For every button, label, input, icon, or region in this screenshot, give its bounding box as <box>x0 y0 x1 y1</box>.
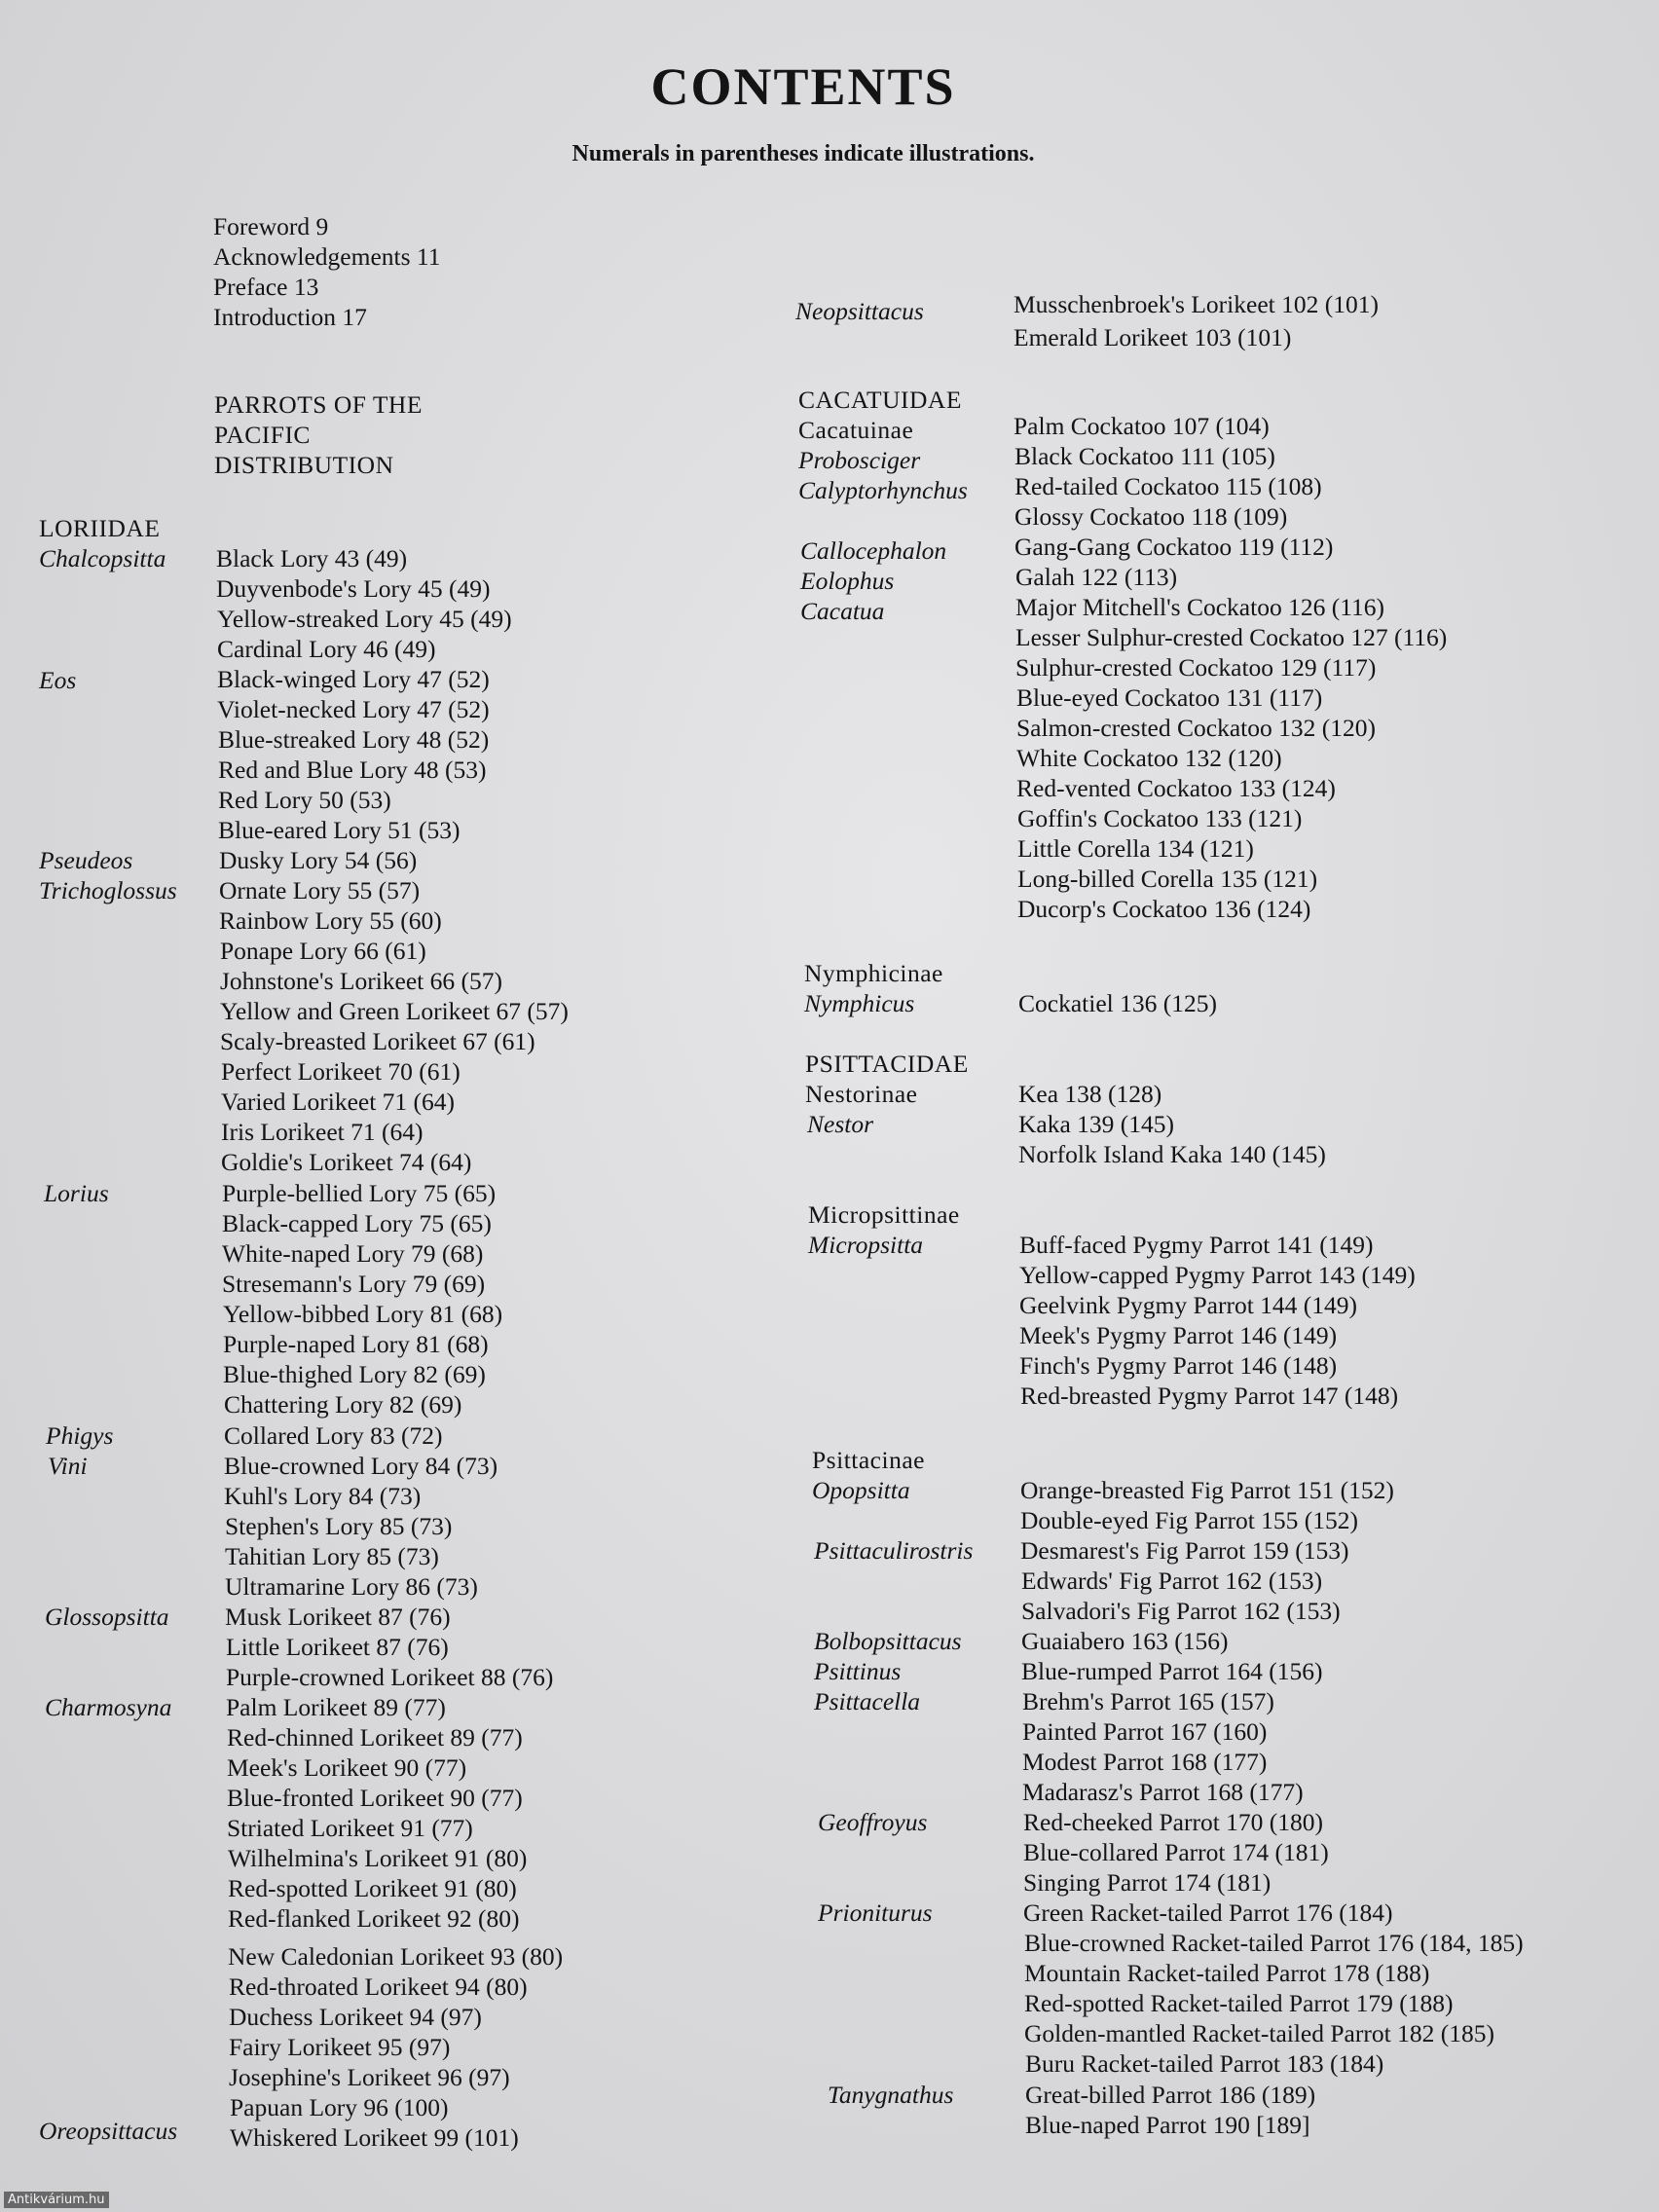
toc-entry: Ponape Lory 66 (61) <box>220 937 426 965</box>
toc-entry: Little Lorikeet 87 (76) <box>226 1633 449 1661</box>
genus-label: Callocephalon <box>800 536 947 565</box>
genus-label: Eolophus <box>800 567 895 595</box>
toc-entry: Ducorp's Cockatoo 136 (124) <box>1017 895 1311 923</box>
toc-entry: Little Corella 134 (121) <box>1017 834 1254 863</box>
toc-entry: Blue-eared Lory 51 (53) <box>218 816 461 844</box>
toc-entry: Red-spotted Lorikeet 91 (80) <box>228 1874 517 1902</box>
genus-label: Pseudeos <box>39 846 133 874</box>
toc-entry: Stephen's Lory 85 (73) <box>225 1512 453 1540</box>
toc-entry: Duyvenbode's Lory 45 (49) <box>216 574 491 603</box>
toc-entry: Orange-breasted Fig Parrot 151 (152) <box>1020 1476 1394 1504</box>
toc-entry: Duchess Lorikeet 94 (97) <box>229 2003 482 2031</box>
toc-entry: Green Racket-tailed Parrot 176 (184) <box>1023 1899 1393 1927</box>
genus-label: Opopsitta <box>812 1476 910 1504</box>
toc-entry: Collared Lory 83 (72) <box>224 1421 443 1450</box>
toc-entry: Singing Parrot 174 (181) <box>1023 1868 1272 1897</box>
genus-label: Psittacella <box>814 1687 921 1715</box>
toc-entry: Sulphur-crested Cockatoo 129 (117) <box>1015 653 1377 682</box>
toc-entry: Red-throated Lorikeet 94 (80) <box>229 1972 528 2001</box>
section-heading-line: PARROTS OF THE <box>214 390 423 419</box>
genus-label: Bolbopsittacus <box>814 1627 962 1655</box>
toc-entry: Edwards' Fig Parrot 162 (153) <box>1021 1567 1323 1595</box>
toc-entry: Cockatiel 136 (125) <box>1018 989 1217 1017</box>
toc-entry: Yellow-bibbed Lory 81 (68) <box>223 1300 503 1328</box>
genus-label: Micropsitta <box>808 1231 924 1259</box>
toc-entry: Kaka 139 (145) <box>1018 1110 1175 1138</box>
genus-label: Oreopsittacus <box>39 2117 178 2145</box>
toc-entry: Golden-mantled Racket-tailed Parrot 182 (185) <box>1024 2019 1494 2047</box>
genus-label: Chalcopsitta <box>39 544 166 572</box>
toc-entry: Goffin's Cockatoo 133 (121) <box>1017 804 1303 832</box>
toc-entry: Glossy Cockatoo 118 (109) <box>1014 502 1288 531</box>
toc-entry: Fairy Lorikeet 95 (97) <box>229 2033 451 2061</box>
front-matter-item: Preface 13 <box>213 273 319 301</box>
toc-entry: Mountain Racket-tailed Parrot 178 (188) <box>1024 1959 1430 1987</box>
genus-label: Vini <box>48 1452 88 1480</box>
toc-entry: Blue-naped Parrot 190 [189] <box>1025 2111 1310 2139</box>
toc-entry: Red Lory 50 (53) <box>218 786 391 814</box>
genus-label: Phigys <box>46 1421 114 1450</box>
genus-label: Geoffroyus <box>818 1808 928 1836</box>
toc-entry: Yellow-streaked Lory 45 (49) <box>217 605 512 633</box>
genus-label: Glossopsitta <box>45 1603 169 1631</box>
toc-entry: Blue-fronted Lorikeet 90 (77) <box>227 1784 523 1812</box>
toc-entry: Blue-rumped Parrot 164 (156) <box>1021 1657 1323 1685</box>
toc-entry: Red-flanked Lorikeet 92 (80) <box>228 1904 520 1933</box>
toc-entry: Meek's Pygmy Parrot 146 (149) <box>1019 1321 1338 1349</box>
toc-entry: Iris Lorikeet 71 (64) <box>221 1118 424 1146</box>
toc-entry: Palm Cockatoo 107 (104) <box>1014 412 1270 440</box>
front-matter-item: Introduction 17 <box>213 303 367 331</box>
toc-entry: Purple-crowned Lorikeet 88 (76) <box>226 1663 554 1691</box>
toc-entry: Red-tailed Cockatoo 115 (108) <box>1014 472 1322 500</box>
toc-entry: New Caledonian Lorikeet 93 (80) <box>228 1942 564 1971</box>
toc-entry: Salmon-crested Cockatoo 132 (120) <box>1016 714 1376 742</box>
toc-entry: Wilhelmina's Lorikeet 91 (80) <box>228 1844 528 1872</box>
toc-entry: Ornate Lory 55 (57) <box>219 876 421 904</box>
toc-entry: Blue-crowned Lory 84 (73) <box>224 1452 498 1480</box>
toc-entry: Norfolk Island Kaka 140 (145) <box>1018 1140 1326 1168</box>
toc-entry: Black-capped Lory 75 (65) <box>222 1209 492 1237</box>
toc-entry: Tahitian Lory 85 (73) <box>225 1542 439 1570</box>
toc-entry: Dusky Lory 54 (56) <box>219 846 418 874</box>
genus-label: Nymphicus <box>804 989 915 1017</box>
toc-entry: Red-cheeked Parrot 170 (180) <box>1023 1808 1324 1836</box>
family-heading: Psittacinae <box>812 1446 925 1474</box>
toc-entry: Johnstone's Lorikeet 66 (57) <box>220 967 503 995</box>
toc-entry: Finch's Pygmy Parrot 146 (148) <box>1019 1351 1338 1380</box>
toc-entry: Palm Lorikeet 89 (77) <box>226 1693 446 1721</box>
toc-entry: Emerald Lorikeet 103 (101) <box>1014 323 1292 351</box>
toc-entry: Red and Blue Lory 48 (53) <box>218 756 487 784</box>
toc-entry: Scaly-breasted Lorikeet 67 (61) <box>220 1027 535 1055</box>
toc-entry: Painted Parrot 167 (160) <box>1022 1717 1268 1746</box>
toc-entry: Kea 138 (128) <box>1018 1080 1162 1108</box>
toc-entry: Black Cockatoo 111 (105) <box>1014 442 1275 470</box>
genus-label: Prioniturus <box>818 1899 933 1927</box>
toc-entry: Brehm's Parrot 165 (157) <box>1022 1687 1274 1715</box>
toc-entry: Double-eyed Fig Parrot 155 (152) <box>1020 1506 1359 1534</box>
genus-label: Lorius <box>44 1179 109 1207</box>
genus-label: Tanygnathus <box>828 2081 954 2109</box>
page-title: CONTENTS <box>650 57 956 116</box>
toc-entry: Musschenbroek's Lorikeet 102 (101) <box>1014 290 1379 318</box>
toc-entry: Desmarest's Fig Parrot 159 (153) <box>1020 1536 1349 1565</box>
toc-entry: Red-spotted Racket-tailed Parrot 179 (188) <box>1024 1989 1454 2017</box>
front-matter-item: Acknowledgements 11 <box>213 242 441 271</box>
toc-entry: White-naped Lory 79 (68) <box>222 1239 484 1268</box>
toc-entry: Purple-bellied Lory 75 (65) <box>222 1179 497 1207</box>
toc-entry: Josephine's Lorikeet 96 (97) <box>229 2063 510 2091</box>
toc-entry: Buru Racket-tailed Parrot 183 (184) <box>1025 2049 1384 2078</box>
family-heading: LORIIDAE <box>39 514 161 542</box>
toc-entry: Galah 122 (113) <box>1015 563 1178 591</box>
toc-entry: Stresemann's Lory 79 (69) <box>222 1270 486 1298</box>
toc-entry: Black Lory 43 (49) <box>216 544 408 572</box>
toc-entry: Long-billed Corella 135 (121) <box>1017 865 1318 893</box>
toc-entry: Violet-necked Lory 47 (52) <box>217 695 490 723</box>
toc-entry: Papuan Lory 96 (100) <box>230 2093 449 2121</box>
page-subtitle: Numerals in parentheses indicate illustrations. <box>571 141 1035 166</box>
toc-entry: Blue-streaked Lory 48 (52) <box>218 725 490 754</box>
front-matter-item: Foreword 9 <box>213 212 329 240</box>
genus-label: Psittinus <box>814 1657 902 1685</box>
family-heading: PSITTACIDAE <box>805 1050 969 1078</box>
watermark: Antikvárium.hu <box>4 2192 109 2208</box>
toc-entry: Meek's Lorikeet 90 (77) <box>227 1753 467 1782</box>
toc-entry: Musk Lorikeet 87 (76) <box>225 1603 451 1631</box>
toc-entry: Ultramarine Lory 86 (73) <box>225 1572 478 1601</box>
toc-entry: Blue-collared Parrot 174 (181) <box>1023 1838 1329 1866</box>
section-heading-line: DISTRIBUTION <box>214 451 394 479</box>
toc-entry: Guaiabero 163 (156) <box>1021 1627 1229 1655</box>
genus-label: Eos <box>39 666 77 694</box>
toc-entry: Chattering Lory 82 (69) <box>224 1390 462 1419</box>
toc-entry: Geelvink Pygmy Parrot 144 (149) <box>1019 1291 1358 1319</box>
genus-label: Neopsittacus <box>795 297 924 325</box>
toc-entry: Major Mitchell's Cockatoo 126 (116) <box>1015 593 1385 621</box>
family-heading: Nestorinae <box>805 1080 918 1108</box>
toc-entry: Cardinal Lory 46 (49) <box>217 635 436 663</box>
toc-entry: Blue-thighed Lory 82 (69) <box>223 1360 486 1388</box>
toc-entry: Yellow and Green Lorikeet 67 (57) <box>220 997 569 1025</box>
family-heading: Nymphicinae <box>804 959 943 987</box>
toc-entry: Lesser Sulphur-crested Cockatoo 127 (116) <box>1015 623 1448 651</box>
toc-entry: Modest Parrot 168 (177) <box>1022 1748 1268 1776</box>
family-heading: CACATUIDAE <box>798 386 962 414</box>
genus-label: Probosciger <box>798 446 921 474</box>
toc-entry: Rainbow Lory 55 (60) <box>219 906 442 935</box>
toc-entry: Buff-faced Pygmy Parrot 141 (149) <box>1019 1231 1374 1259</box>
toc-entry: Red-vented Cockatoo 133 (124) <box>1016 774 1336 802</box>
toc-entry: Purple-naped Lory 81 (68) <box>223 1330 489 1358</box>
toc-entry: Madarasz's Parrot 168 (177) <box>1022 1778 1304 1806</box>
toc-entry: Red-chinned Lorikeet 89 (77) <box>227 1723 523 1751</box>
toc-entry: Blue-eyed Cockatoo 131 (117) <box>1016 683 1323 712</box>
toc-entry: Red-breasted Pygmy Parrot 147 (148) <box>1020 1382 1399 1410</box>
section-heading-line: PACIFIC <box>214 421 311 449</box>
toc-entry: Great-billed Parrot 186 (189) <box>1025 2081 1316 2109</box>
family-heading: Cacatuinae <box>798 416 914 444</box>
toc-entry: Goldie's Lorikeet 74 (64) <box>221 1148 472 1176</box>
genus-label: Nestor <box>807 1110 874 1138</box>
toc-entry: Whiskered Lorikeet 99 (101) <box>230 2123 519 2152</box>
family-heading: Micropsittinae <box>808 1200 960 1229</box>
toc-entry: Varied Lorikeet 71 (64) <box>221 1088 456 1116</box>
toc-entry: Black-winged Lory 47 (52) <box>217 665 490 693</box>
toc-entry: Salvadori's Fig Parrot 162 (153) <box>1021 1597 1341 1625</box>
genus-label: Charmosyna <box>45 1693 172 1721</box>
toc-entry: White Cockatoo 132 (120) <box>1016 744 1282 772</box>
toc-entry: Gang-Gang Cockatoo 119 (112) <box>1014 533 1334 561</box>
toc-entry: Yellow-capped Pygmy Parrot 143 (149) <box>1019 1261 1416 1289</box>
toc-entry: Blue-crowned Racket-tailed Parrot 176 (184, 185) <box>1024 1929 1524 1957</box>
genus-label: Trichoglossus <box>39 876 177 904</box>
toc-entry: Kuhl's Lory 84 (73) <box>224 1482 422 1510</box>
genus-label: Psittaculirostris <box>814 1536 974 1565</box>
genus-label: Calyptorhynchus <box>798 476 968 504</box>
toc-entry: Perfect Lorikeet 70 (61) <box>221 1057 461 1086</box>
toc-entry: Striated Lorikeet 91 (77) <box>227 1814 473 1842</box>
genus-label: Cacatua <box>800 597 885 625</box>
